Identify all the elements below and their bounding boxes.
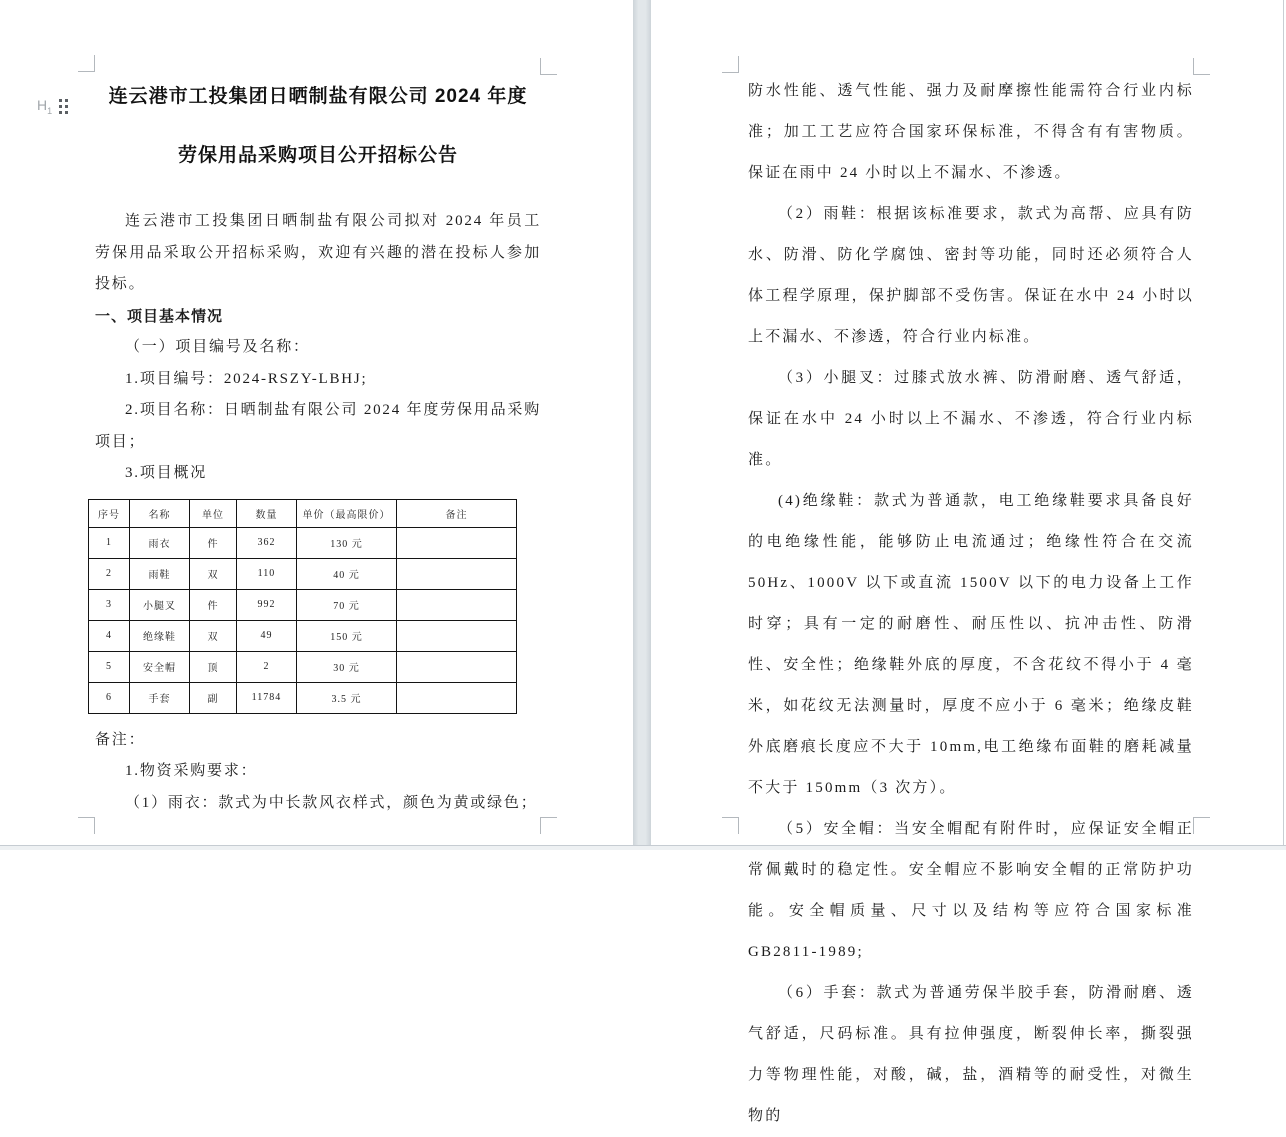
table-cell: 3.5 元 (297, 682, 397, 713)
table-cell: 992 (237, 589, 297, 620)
document-title-line2: 劳保用品采购项目公开招标公告 (177, 145, 458, 166)
table-cell: 件 (190, 589, 237, 620)
table-row (89, 682, 517, 713)
table-cell: 绝缘鞋 (130, 620, 190, 651)
table-cell: 双 (190, 558, 237, 589)
heading-level-indicator: $H_1$ (37, 97, 53, 116)
table-cell: 70 元 (297, 589, 397, 620)
paragraph-drag-handle-icon[interactable] (59, 99, 68, 114)
project-overview-line: 3.项目概况 (125, 465, 208, 481)
table-cell: 双 (190, 620, 237, 651)
notes-item-1: 1.物资采购要求： (125, 763, 258, 779)
table-row (89, 620, 517, 651)
crop-mark-top-right (1193, 58, 1210, 75)
document-title-line1: 连云港市工投集团日晒制盐有限公司 2024 年度 (108, 86, 528, 107)
table-row (89, 558, 517, 589)
table-cell: 小腿叉 (130, 589, 190, 620)
heading-margin-widget (37, 97, 68, 116)
table-cell (397, 620, 517, 651)
table-cell: 雨鞋 (130, 558, 190, 589)
table-row (89, 651, 517, 682)
table-cell (397, 651, 517, 682)
window-bottom-edge (0, 845, 1286, 850)
table-header-cell: 数量 (237, 499, 297, 527)
paragraph: （6）手套：款式为普通劳保半胶手套，防滑耐磨、透气舒适，尺码标准。具有拉伸强度，断裂伸长率，撕裂强力等物理性能，对酸，碱，盐，酒精等的耐受性，对微生物的 (748, 985, 1194, 1124)
project-number-line: 1.项目编号：2024-RSZY-LBHJ; (125, 370, 368, 387)
table-cell: 顶 (190, 651, 237, 682)
table-cell: 1 (89, 527, 130, 558)
crop-mark-top-left (78, 55, 95, 72)
table-cell: 49 (237, 620, 297, 651)
paragraph: 防水性能、透气性能、强力及耐摩擦性能需符合行业内标准；加工工艺应符合国家环保标准，不得含有有害物质。保证在雨中 24 小时以上不漏水、不渗透。 (748, 83, 1194, 181)
table-cell: 130 元 (297, 527, 397, 558)
notes-item-2: （1）雨衣：款式为中长款风衣样式，颜色为黄或绿色； (125, 794, 538, 811)
table-cell: 5 (89, 651, 130, 682)
table-cell: 110 (237, 558, 297, 589)
section-heading: 一、项目基本情况 (95, 307, 224, 325)
table-cell (397, 527, 517, 558)
notes-label: 备注： (95, 731, 146, 748)
paragraph: （2）雨鞋：根据该标准要求，款式为高帮、应具有防水、防滑、防化学腐蚀、密封等功能，同时还必须符合人体工程学原理，保护脚部不受伤害。保证在水中 24 小时以上不漏水、不渗透，符合行业内标准。 (748, 206, 1194, 345)
table-cell: 副 (190, 682, 237, 713)
page2-body (748, 71, 1194, 1137)
table-cell: 362 (237, 527, 297, 558)
table-cell: 手套 (130, 682, 190, 713)
table-header-cell: 序号 (89, 499, 130, 527)
page-gap (633, 0, 651, 845)
table-cell: 雨衣 (130, 527, 190, 558)
paragraph: （5）安全帽：当安全帽配有附件时，应保证安全帽正常佩戴时的稳定性。安全帽应不影响安全帽的正常防护功能。安全帽质量、尺寸以及结构等应符合国家标准 GB2811-1989; (748, 821, 1194, 960)
table-header-cell: 单价（最高限价） (297, 499, 397, 527)
table-cell: 11784 (237, 682, 297, 713)
window-right-edge (1283, 0, 1284, 845)
project-items-table (88, 499, 517, 714)
table-cell: 安全帽 (130, 651, 190, 682)
intro-paragraph: 连云港市工投集团日晒制盐有限公司拟对 2024 年员工劳保用品采取公开招标采购，欢迎有兴趣的潜在投标人参加投标。 (95, 213, 541, 292)
sub-heading: （一）项目编号及名称： (125, 339, 310, 355)
document-page-2[interactable] (651, 0, 1283, 1124)
crop-mark-top-right (540, 58, 557, 75)
crop-mark-top-left (722, 56, 739, 73)
table-cell (397, 682, 517, 713)
paragraph: （3）小腿叉：过膝式放水裤、防滑耐磨、透气舒适，保证在水中 24 小时以上不漏水、不渗透，符合行业内标准。 (748, 370, 1194, 468)
table-cell (397, 558, 517, 589)
table-row (89, 589, 517, 620)
table-header-row (89, 499, 517, 527)
table-row (89, 527, 517, 558)
table-cell: 30 元 (297, 651, 397, 682)
crop-mark-bottom-left (78, 817, 95, 834)
table-cell (397, 589, 517, 620)
project-name-line: 2.项目名称：日晒制盐有限公司 2024 年度劳保用品采购项目； (95, 402, 541, 450)
table-cell: 件 (190, 527, 237, 558)
table-header-cell: 单位 (190, 499, 237, 527)
table-cell: 2 (89, 558, 130, 589)
table-cell: 150 元 (297, 620, 397, 651)
table-cell: 6 (89, 682, 130, 713)
crop-mark-bottom-right (540, 817, 557, 834)
table-cell: 3 (89, 589, 130, 620)
table-header-cell: 名称 (130, 499, 190, 527)
crop-mark-bottom-left (722, 817, 739, 834)
table-cell: 40 元 (297, 558, 397, 589)
table-cell: 2 (237, 651, 297, 682)
table-header-cell: 备注 (397, 499, 517, 527)
crop-mark-bottom-right (1193, 817, 1210, 834)
document-page-1[interactable] (0, 0, 633, 845)
table-cell: 4 (89, 620, 130, 651)
paragraph: (4)绝缘鞋：款式为普通款，电工绝缘鞋要求具备良好的电绝缘性能，能够防止电流通过；绝缘性符合在交流 50Hz、1000V 以下或直流 1500V 以下的电力设备上工作时穿；具有一定的耐磨性、耐压性以、抗冲击性、防滑性、安全性；绝缘鞋外底的厚度，不含花纹不得小于 4 毫米，如花纹无法测量时，厚度不应小于 6 毫米；绝缘皮鞋外底磨痕长度应不大于 10mm,电工绝缘布面鞋的磨耗减量不大于 150mm（3 次方）。 (748, 493, 1194, 796)
